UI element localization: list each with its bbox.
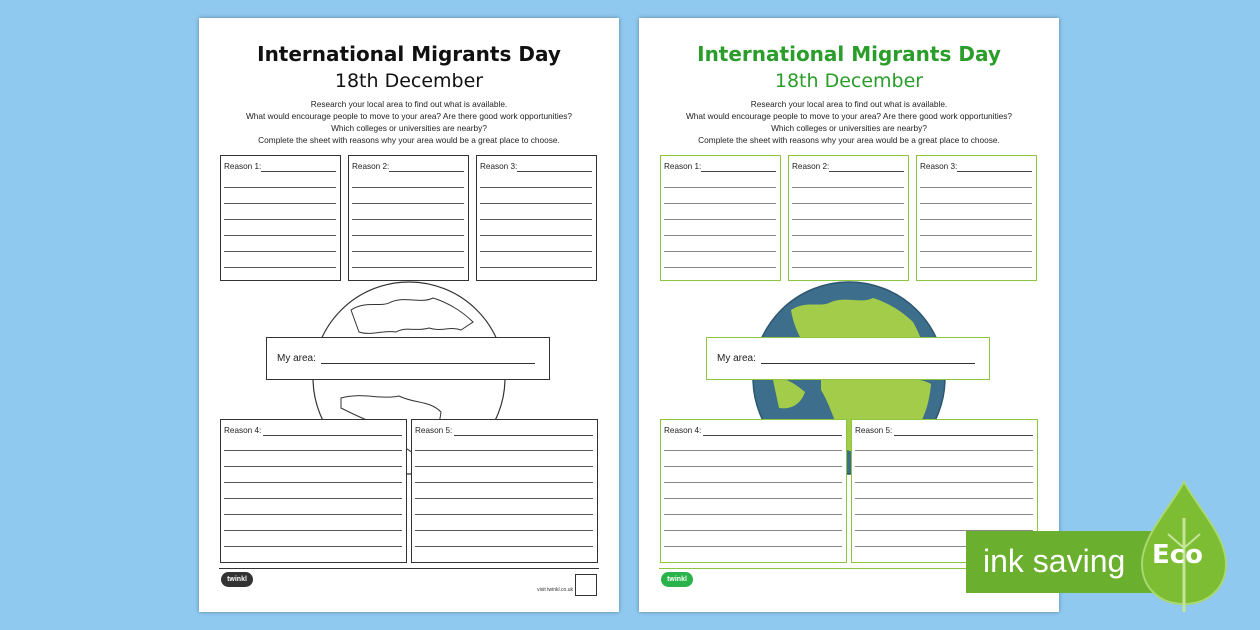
reason-box-4[interactable] (660, 419, 847, 563)
twinkl-logo: twinkl (661, 572, 693, 587)
reason-box-5[interactable] (411, 419, 598, 563)
visit-text: visit twinkl.co.uk (537, 587, 573, 593)
reason-box-2[interactable] (788, 155, 909, 281)
my-area-label: My area: (717, 353, 756, 364)
reason-box-4[interactable] (220, 419, 407, 563)
reason-label: Reason 4: (224, 426, 262, 435)
reason-label: Reason 2: (792, 162, 830, 171)
reason-label: Reason 1: (664, 162, 702, 171)
reason-box-3[interactable] (476, 155, 597, 281)
reason-label: Reason 4: (664, 426, 702, 435)
my-area-field[interactable] (706, 337, 990, 380)
worksheet-color (639, 18, 1059, 612)
reason-box-1[interactable] (660, 155, 781, 281)
instruction-line: Complete the sheet with reasons why your area would be a great place to choose. (258, 135, 560, 145)
instructions (639, 98, 1059, 146)
worksheet-subtitle: 18th December (774, 70, 924, 92)
reason-box-2[interactable] (348, 155, 469, 281)
reason-label: Reason 3: (480, 162, 518, 171)
reason-label: Reason 5: (855, 426, 893, 435)
reason-label: Reason 2: (352, 162, 390, 171)
instruction-line: Which colleges or universities are nearby? (331, 123, 487, 133)
my-area-field[interactable] (266, 337, 550, 380)
worksheet-subtitle: 18th December (334, 70, 484, 92)
eco-label: Eco (1152, 540, 1204, 570)
instruction-line: What would encourage people to move to your area? Are there good work opportunities? (245, 111, 573, 121)
reason-box-1[interactable] (220, 155, 341, 281)
instruction-line: Which colleges or universities are nearby? (771, 123, 927, 133)
twinkl-logo: twinkl (221, 572, 253, 587)
reason-label: Reason 3: (920, 162, 958, 171)
my-area-label: My area: (277, 353, 316, 364)
worksheet-title: International Migrants Day (257, 42, 561, 66)
ink-saving-text: ink saving (983, 543, 1126, 579)
instruction-line: Research your local area to find out what is available. (750, 99, 948, 109)
instruction-line: Research your local area to find out what is available. (310, 99, 508, 109)
reason-label: Reason 1: (224, 162, 262, 171)
reason-box-3[interactable] (916, 155, 1037, 281)
instructions (199, 98, 619, 146)
footer-divider (219, 568, 599, 569)
worksheet-title: International Migrants Day (697, 42, 1001, 66)
worksheet-mono (199, 18, 619, 612)
instruction-line: What would encourage people to move to your area? Are there good work opportunities? (685, 111, 1013, 121)
instruction-line: Complete the sheet with reasons why your area would be a great place to choose. (698, 135, 1000, 145)
stamp-icon (575, 574, 597, 596)
reason-label: Reason 5: (415, 426, 453, 435)
